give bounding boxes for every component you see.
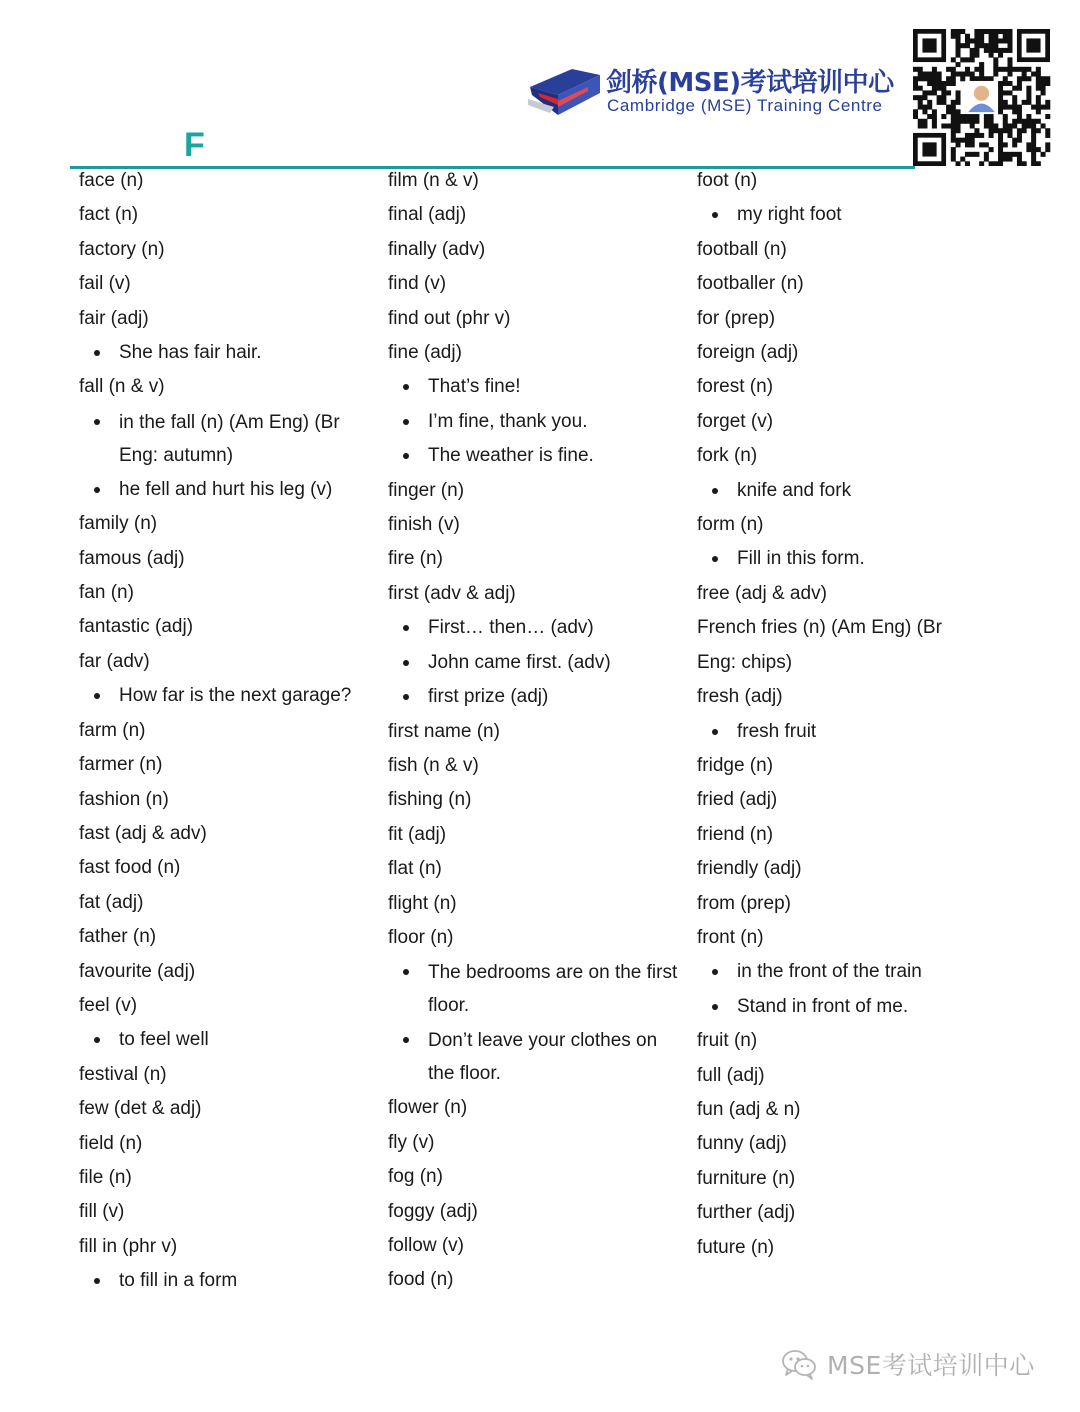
wechat-icon: [781, 1348, 817, 1380]
wechat-watermark: [781, 1346, 1035, 1382]
vocabulary-entry: foot (n): [697, 170, 758, 191]
section-letter: F: [184, 126, 205, 164]
vocabulary-entry: first name (n): [388, 720, 500, 742]
vocabulary-entry: farmer (n): [79, 754, 163, 776]
logo-chinese-name: 剑桥(MSE)考试培训中心: [606, 68, 894, 98]
vocabulary-entry: fresh (adj): [697, 686, 783, 708]
vocabulary-entry: find (v): [388, 273, 447, 295]
vocabulary-entry: fun (adj & n): [697, 1098, 801, 1120]
vocabulary-entry: flat (n): [388, 858, 442, 880]
qr-code-icon: [913, 29, 1051, 166]
example-phrase: How far is the next garage?: [79, 679, 369, 713]
vocabulary-entry: father (n): [79, 926, 157, 948]
vocabulary-entry: follow (v): [388, 1234, 465, 1256]
example-phrase: in the front of the train: [697, 955, 987, 989]
vocabulary-entry: fat (adj): [79, 891, 144, 913]
example-phrase: fresh fruit: [697, 715, 987, 749]
example-phrase: I’m fine, thank you.: [388, 405, 688, 439]
example-phrase: That’s fine!: [388, 370, 688, 404]
example-phrase: first prize (adj): [388, 680, 688, 714]
vocabulary-entry: full (adj): [697, 1064, 765, 1086]
vocabulary-entry: fire (n): [388, 548, 443, 570]
vocabulary-entry: fall (n & v): [79, 376, 165, 398]
vocabulary-entry: foreign (adj): [697, 342, 799, 364]
example-phrase: Don’t leave your clothes on the floor.: [388, 1023, 688, 1091]
vocabulary-entry: feel (v): [79, 994, 138, 1016]
vocabulary-entry: few (det & adj): [79, 1098, 202, 1120]
vocabulary-entry: flight (n): [388, 892, 457, 914]
vocabulary-entry: Eng: chips): [697, 651, 793, 673]
vocabulary-entry: farm (n): [79, 719, 146, 741]
example-phrase: Fill in this form.: [697, 542, 987, 576]
vocabulary-entry: famous (adj): [79, 547, 185, 569]
vocabulary-entry: finish (v): [388, 514, 460, 536]
example-phrase: knife and fork: [697, 474, 987, 508]
vocabulary-entry: finally (adv): [388, 238, 486, 260]
example-phrase: Stand in front of me.: [697, 990, 987, 1024]
vocabulary-entry: fog (n): [388, 1166, 443, 1188]
vocabulary-entry: fine (adj): [388, 342, 462, 364]
word-column-2: [388, 164, 688, 1298]
vocabulary-entry: first (adv & adj): [388, 582, 516, 604]
vocabulary-entry: fail (v): [79, 273, 131, 295]
vocabulary-entry: flower (n): [388, 1097, 468, 1119]
vocabulary-entry: floor (n): [388, 926, 454, 948]
vocabulary-entry: French fries (n) (Am Eng) (Br: [697, 617, 942, 639]
vocabulary-entry: fit (adj): [388, 823, 447, 845]
vocabulary-entry: family (n): [79, 513, 158, 535]
vocabulary-entry: fair (adj): [79, 307, 149, 329]
vocabulary-entry: footballer (n): [697, 273, 804, 295]
vocabulary-entry: football (n): [697, 238, 787, 260]
vocabulary-entry: fashion (n): [79, 788, 169, 810]
vocabulary-entry: find out (phr v): [388, 307, 511, 329]
vocabulary-entry: fried (adj): [697, 789, 778, 811]
vocabulary-entry: form (n): [697, 514, 764, 536]
vocabulary-entry: food (n): [388, 1269, 454, 1291]
example-phrase: in the fall (n) (Am Eng) (Br Eng: autumn): [79, 405, 369, 473]
vocabulary-entry: fill in (phr v): [79, 1235, 178, 1257]
word-column-1: [79, 164, 369, 1299]
vocabulary-entry: free (adj & adv): [697, 582, 827, 604]
watermark-text: MSE考试培训中心: [827, 1351, 1035, 1380]
vocabulary-entry: file (n): [79, 1166, 132, 1188]
vocabulary-entry: foggy (adj): [388, 1200, 478, 1222]
vocabulary-entry: forest (n): [697, 376, 774, 398]
vocabulary-entry: fantastic (adj): [79, 616, 194, 638]
example-phrase: The bedrooms are on the first floor.: [388, 955, 688, 1023]
vocabulary-entry: final (adj): [388, 204, 467, 226]
vocabulary-entry: factory (n): [79, 238, 165, 260]
vocabulary-entry: further (adj): [697, 1202, 796, 1224]
vocabulary-entry: finger (n): [388, 479, 465, 501]
vocabulary-entry: furniture (n): [697, 1167, 796, 1189]
example-phrase: to feel well: [79, 1023, 369, 1057]
logo-english-name: Cambridge (MSE) Training Centre: [607, 96, 883, 115]
example-phrase: he fell and hurt his leg (v): [79, 473, 369, 507]
vocabulary-entry: fruit (n): [697, 1030, 758, 1052]
cambridge-mse-logo: [528, 60, 913, 122]
vocabulary-entry: fridge (n): [697, 754, 774, 776]
vocabulary-entry: fishing (n): [388, 789, 472, 811]
vocabulary-entry: friend (n): [697, 823, 774, 845]
vocabulary-entry: friendly (adj): [697, 858, 802, 880]
vocabulary-entry: film (n & v): [388, 170, 479, 191]
example-phrase: The weather is fine.: [388, 439, 688, 473]
vocabulary-entry: fact (n): [79, 204, 139, 226]
example-phrase: to fill in a form: [79, 1264, 369, 1298]
example-phrase: She has fair hair.: [79, 336, 369, 370]
word-column-3: [697, 164, 987, 1265]
example-phrase: John came first. (adv): [388, 646, 688, 680]
vocabulary-entry: far (adv): [79, 650, 150, 672]
logo-emblem-icon: [528, 65, 602, 117]
example-phrase: First… then… (adv): [388, 611, 688, 645]
vocabulary-entry: fly (v): [388, 1131, 435, 1153]
vocabulary-entry: face (n): [79, 170, 144, 191]
vocabulary-entry: fill (v): [79, 1201, 125, 1223]
vocabulary-entry: for (prep): [697, 307, 776, 329]
vocabulary-entry: future (n): [697, 1236, 775, 1258]
vocabulary-entry: fork (n): [697, 445, 758, 467]
vocabulary-entry: fan (n): [79, 582, 134, 604]
example-phrase: my right foot: [697, 198, 987, 232]
vocabulary-entry: fish (n & v): [388, 754, 479, 776]
vocabulary-entry: forget (v): [697, 410, 774, 432]
vocabulary-entry: funny (adj): [697, 1133, 787, 1155]
vocabulary-entry: field (n): [79, 1132, 143, 1154]
vocabulary-entry: fast food (n): [79, 857, 181, 879]
vocabulary-entry: favourite (adj): [79, 960, 196, 982]
vocabulary-entry: front (n): [697, 926, 764, 948]
vocabulary-entry: from (prep): [697, 892, 791, 914]
vocabulary-entry: festival (n): [79, 1063, 167, 1085]
vocabulary-entry: fast (adj & adv): [79, 822, 207, 844]
